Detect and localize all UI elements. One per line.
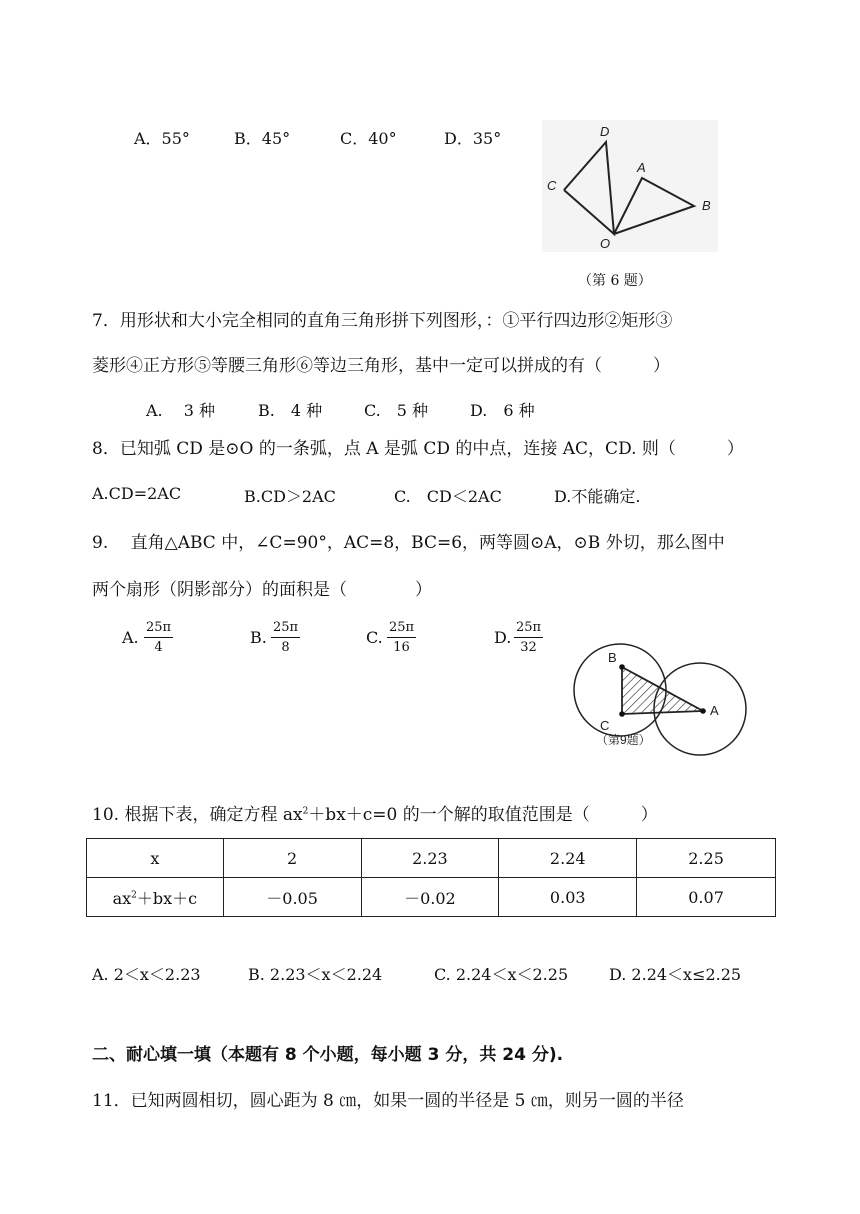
label-b: B	[608, 650, 617, 665]
q9-line2: 两个扇形（阴影部分）的面积是（ ）	[92, 580, 432, 600]
point-c	[619, 711, 625, 717]
q7-line2: 菱形④正方形⑤等腰三角形⑥等边三角形，基中一定可以拼成的有（ ）	[92, 356, 670, 376]
q9-option-d-denominator: 32	[520, 640, 537, 655]
q6-figure	[542, 120, 718, 252]
point-b	[619, 664, 625, 670]
q10-option-b: B. 2.23＜x＜2.24	[248, 965, 383, 984]
table-row	[87, 878, 776, 917]
table-cell: －0.02	[361, 878, 499, 917]
q10-option-d: D. 2.24＜x≤2.25	[609, 965, 742, 984]
table-cell: x	[87, 839, 224, 878]
q9-option-b-numerator: 25π	[271, 620, 300, 638]
expr-exponent: 2	[131, 890, 137, 901]
table-cell: 2	[223, 839, 361, 878]
q9-option-a-numerator: 25π	[144, 620, 173, 638]
table-cell: 0.07	[637, 878, 776, 917]
q11-line1: 11．已知两圆相切，圆心距为 8 ㎝，如果一圆的半径是 5 ㎝，则另一圆的半径	[92, 1091, 684, 1111]
q7-option-c: C. 5 种	[364, 401, 429, 420]
q9-option-b-denominator: 8	[281, 640, 290, 655]
q10-stem-suffix: ＋bx＋c=0 的一个解的取值范围是（ ）	[308, 805, 658, 825]
q9-option-c-numerator: 25π	[387, 620, 416, 638]
q9-option-d-fraction	[514, 620, 543, 655]
q9-option-d-numerator: 25π	[514, 620, 543, 638]
q6-option-c: C．40°	[340, 129, 397, 148]
q9-option-d-letter: D.	[494, 628, 512, 647]
table-cell: －0.05	[223, 878, 361, 917]
table-row	[87, 839, 776, 878]
q9-option-c-letter: C.	[366, 628, 383, 647]
q9-option-c-fraction	[387, 620, 416, 655]
q8-option-d: D.不能确定.	[554, 487, 641, 506]
q10-option-a: A. 2＜x＜2.23	[92, 965, 201, 984]
q7-line1: 7．用形状和大小完全相同的直角三角形拼下列图形，：①平行四边形②矩形③	[92, 311, 673, 331]
q9-option-a-denominator: 4	[154, 640, 163, 655]
section-heading: 二、耐心填一填（本题有 8 个小题，每小题 3 分，共 24 分).	[92, 1045, 564, 1065]
q9-caption: （第9题）	[596, 733, 651, 747]
q6-option-b: B．45°	[234, 129, 291, 148]
q6-option-d: D．35°	[444, 129, 502, 148]
label-a: A	[637, 160, 646, 175]
table-cell: 2.25	[637, 839, 776, 878]
table-cell: 0.03	[499, 878, 637, 917]
expr-a: ax	[112, 888, 132, 908]
label-c: C	[600, 718, 610, 733]
q9-option-a-fraction	[144, 620, 173, 655]
point-a	[700, 708, 706, 714]
q6-caption: （第 6 题）	[578, 273, 652, 289]
q8-option-a: A.CD=2AC	[92, 484, 182, 503]
table-cell: 2.23	[361, 839, 499, 878]
q7-option-a: A. 3 种	[146, 401, 215, 420]
q10-table	[86, 838, 776, 917]
q9-option-a-letter: A.	[122, 628, 139, 647]
q9-figure	[566, 618, 766, 768]
label-o: O	[600, 236, 611, 251]
table-cell: 2.24	[499, 839, 637, 878]
label-b: B	[702, 198, 711, 213]
q8-option-b: B.CD＞2AC	[244, 487, 336, 506]
q9-option-b-fraction	[271, 620, 300, 655]
label-c: C	[547, 178, 557, 193]
q9-option-c-denominator: 16	[393, 640, 410, 655]
table-header-cell	[87, 878, 224, 917]
q9-line1: 9. 直角△ABC 中，∠C=90°，AC=8，BC=6，两等圆⊙A，⊙B 外切，那么图中	[92, 533, 725, 553]
expr-b: ＋bx＋c	[136, 888, 198, 908]
q10-option-c: C. 2.24＜x＜2.25	[434, 965, 569, 984]
label-a: A	[710, 703, 719, 718]
label-d: D	[600, 124, 610, 139]
q9-option-b-letter: B.	[250, 628, 267, 647]
q8-option-c: C. CD＜2AC	[394, 487, 502, 506]
q7-option-d: D. 6 种	[470, 401, 535, 420]
q7-option-b: B. 4 种	[258, 401, 323, 420]
q10-stem-prefix: 10. 根据下表，确定方程 ax	[92, 805, 303, 825]
q10-stem-exponent: 2	[302, 806, 309, 817]
q10-stem	[92, 800, 658, 825]
q6-option-a: A．55°	[134, 129, 190, 148]
q8-line1: 8．已知弧 CD 是⊙O 的一条弧，点 A 是弧 CD 的中点，连接 AC，CD. 则（ ）	[92, 439, 744, 459]
